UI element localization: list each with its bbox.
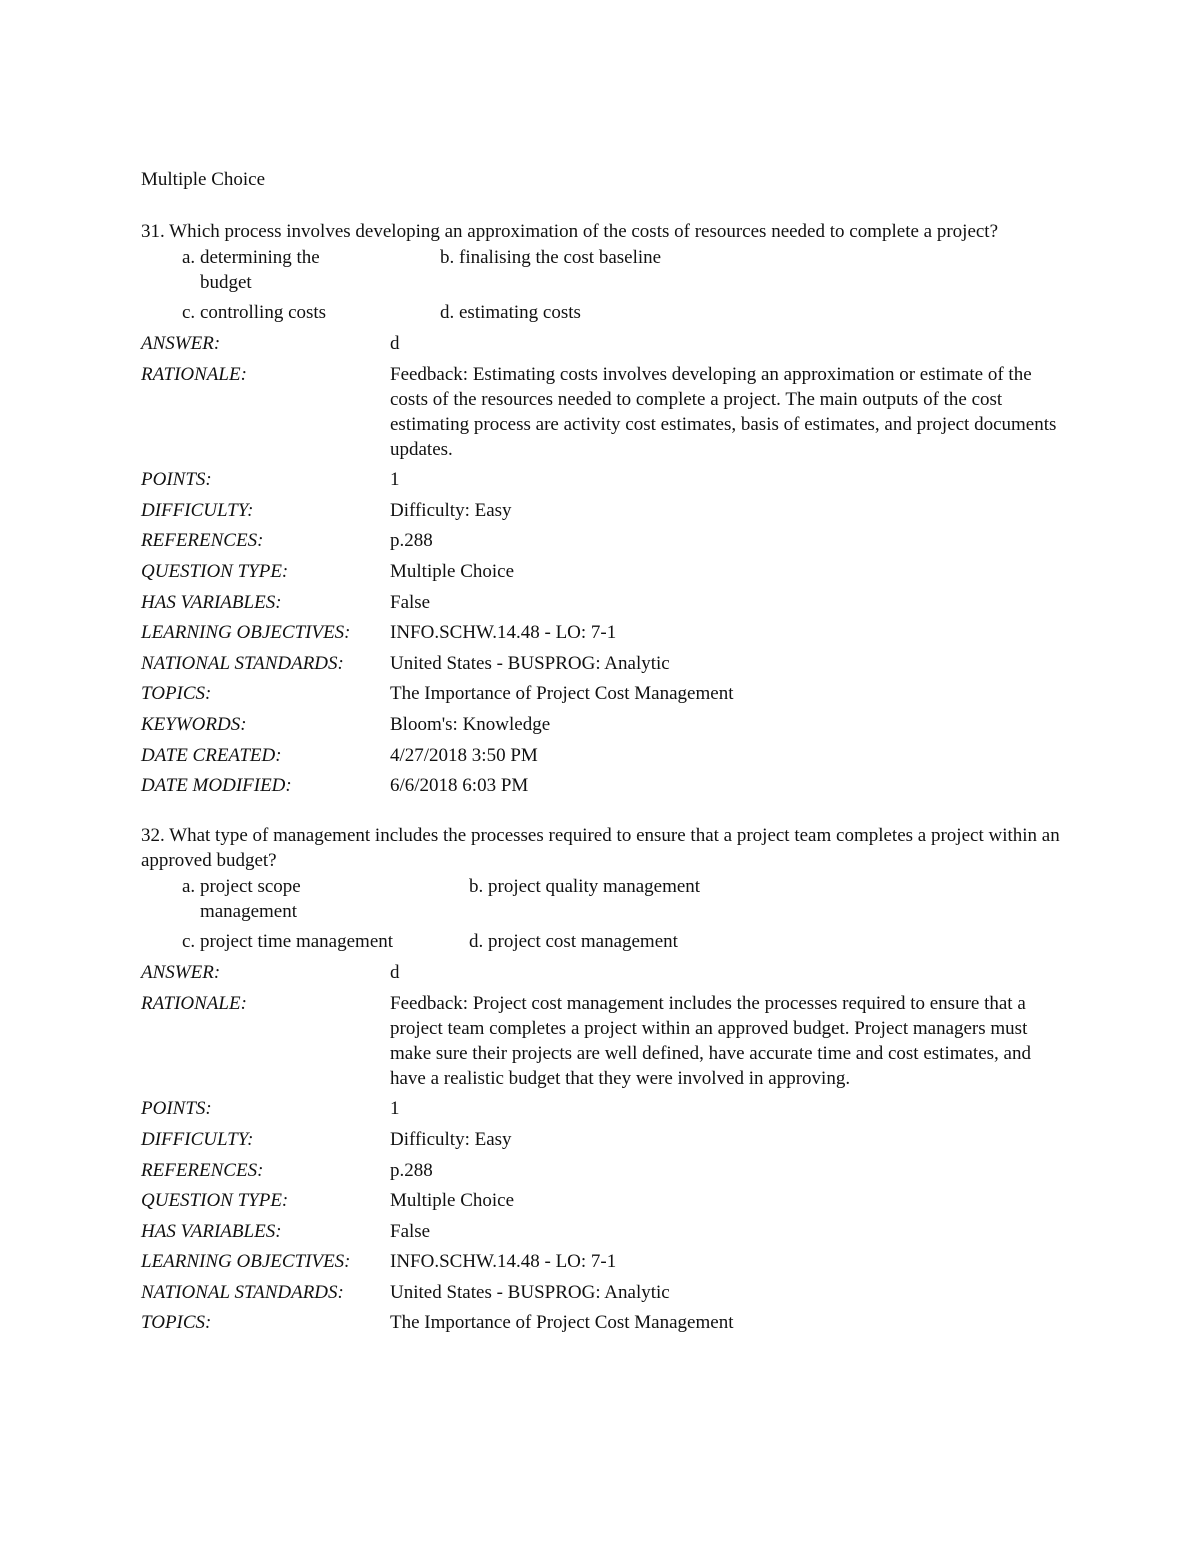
meta-has-variables [141,590,1061,615]
meta-value: 6/6/2018 6:03 PM [390,775,529,797]
meta-references [141,1158,1061,1183]
meta-value: 4/27/2018 3:50 PM [390,744,538,766]
choice-c [182,300,440,325]
meta-topics [141,681,1061,706]
meta-label: KEYWORDS: [141,713,247,735]
meta-value: United States - BUSPROG: Analytic [390,1281,670,1303]
choice-b [440,245,860,295]
choice-text: finalising the cost baseline [459,247,662,268]
meta-label: RATIONALE: [141,363,247,385]
document-page [141,167,1061,1360]
choice-letter: c. [182,931,196,953]
meta-value: Feedback: Project cost management includes the processes required to ensure that a project team completes a project within an approved budget. Project managers must make sure their projects are well defined, have accurate time and cost estimates, and have a realistic budget that they were involved in approving. [390,992,1031,1089]
choice-text: estimating costs [459,302,581,323]
meta-label: POINTS: [141,469,212,491]
choice-text: project quality management [488,876,701,898]
meta-value: Bloom's: Knowledge [390,713,551,735]
choice-text: project cost management [488,931,678,953]
meta-value: Multiple Choice [390,560,515,582]
choice-d [469,929,889,954]
meta-difficulty [141,1127,1061,1152]
choice-a [182,245,440,295]
meta-learning-objectives [141,620,1061,645]
meta-value: United States - BUSPROG: Analytic [390,652,670,674]
choice-c [182,929,469,954]
meta-label: ANSWER: [141,962,221,984]
meta-keywords [141,712,1061,737]
meta-value: d [390,333,400,354]
meta-date-modified [141,773,1061,798]
question-metadata [141,331,1061,798]
choice-b [469,874,889,924]
meta-answer [141,960,1061,985]
meta-has-variables [141,1219,1061,1244]
meta-label: REFERENCES: [141,530,264,552]
meta-label: NATIONAL STANDARDS: [141,1281,344,1303]
meta-label: DATE CREATED: [141,744,282,766]
choice-letter: a. [182,247,196,268]
meta-label: NATIONAL STANDARDS: [141,652,344,674]
meta-label: ANSWER: [141,333,221,354]
choice-letter: c. [182,302,196,323]
meta-label: QUESTION TYPE: [141,1190,289,1212]
meta-value: Multiple Choice [390,1190,515,1212]
choice-text: project scope management [199,876,301,923]
meta-points [141,467,1061,492]
meta-label: LEARNING OBJECTIVES: [141,622,351,644]
question-32 [141,823,1061,1335]
meta-label: HAS VARIABLES: [141,591,282,613]
meta-date-created [141,743,1061,768]
choice-letter: d. [440,302,455,323]
meta-label: TOPICS: [141,1312,212,1334]
question-31 [141,219,1061,798]
meta-rationale [141,362,1061,462]
question-stem: 31. Which process involves developing an approximation of the costs of resources needed to complete a project? [141,221,999,242]
meta-value: Difficulty: Easy [390,499,512,521]
choice-letter: a. [182,876,196,898]
meta-value: INFO.SCHW.14.48 - LO: 7-1 [390,622,617,644]
meta-value: Difficulty: Easy [390,1128,512,1150]
meta-value: d [390,962,400,984]
choice-letter: b. [469,876,484,898]
meta-label: POINTS: [141,1098,212,1120]
meta-value: False [390,591,431,613]
meta-value: 1 [390,1098,400,1120]
choice-text: controlling costs [199,302,327,323]
meta-label: DIFFICULTY: [141,1128,254,1150]
meta-label: REFERENCES: [141,1159,264,1181]
answer-choices [182,874,1061,954]
choice-text: determining the budget [199,247,320,293]
meta-topics [141,1310,1061,1335]
meta-rationale [141,991,1061,1091]
meta-label: QUESTION TYPE: [141,560,289,582]
meta-national-standards [141,1280,1061,1305]
question-stem: 32. What type of management includes the processes required to ensure that a project team completes a project within an approved budget? [141,825,1060,872]
meta-question-type [141,1188,1061,1213]
meta-difficulty [141,498,1061,523]
meta-question-type [141,559,1061,584]
meta-points [141,1096,1061,1121]
choice-text: project time management [199,931,394,953]
meta-label: TOPICS: [141,683,212,705]
choice-d [440,300,860,325]
meta-label: DATE MODIFIED: [141,775,292,797]
meta-value: False [390,1220,431,1242]
choice-letter: b. [440,247,455,268]
meta-label: HAS VARIABLES: [141,1220,282,1242]
meta-label: LEARNING OBJECTIVES: [141,1251,351,1273]
meta-learning-objectives [141,1249,1061,1274]
choice-a [182,874,469,924]
meta-value: 1 [390,469,400,491]
meta-value: The Importance of Project Cost Management [390,683,734,705]
meta-value: p.288 [390,1159,433,1181]
meta-value: p.288 [390,530,433,552]
meta-value: The Importance of Project Cost Management [390,1312,734,1334]
meta-label: RATIONALE: [141,992,247,1014]
choice-letter: d. [469,931,484,953]
question-metadata [141,960,1061,1335]
meta-value: INFO.SCHW.14.48 - LO: 7-1 [390,1251,617,1273]
meta-answer [141,331,1061,356]
meta-national-standards [141,651,1061,676]
section-heading: Multiple Choice [141,169,266,190]
answer-choices [182,245,1061,325]
meta-label: DIFFICULTY: [141,499,254,521]
meta-references [141,528,1061,553]
meta-value: Feedback: Estimating costs involves developing an approximation or estimate of the costs of the resources needed to complete a project. The main outputs of the cost estimating process are activity cost estimates, basis of estimates, and project documents updates. [390,363,1057,460]
